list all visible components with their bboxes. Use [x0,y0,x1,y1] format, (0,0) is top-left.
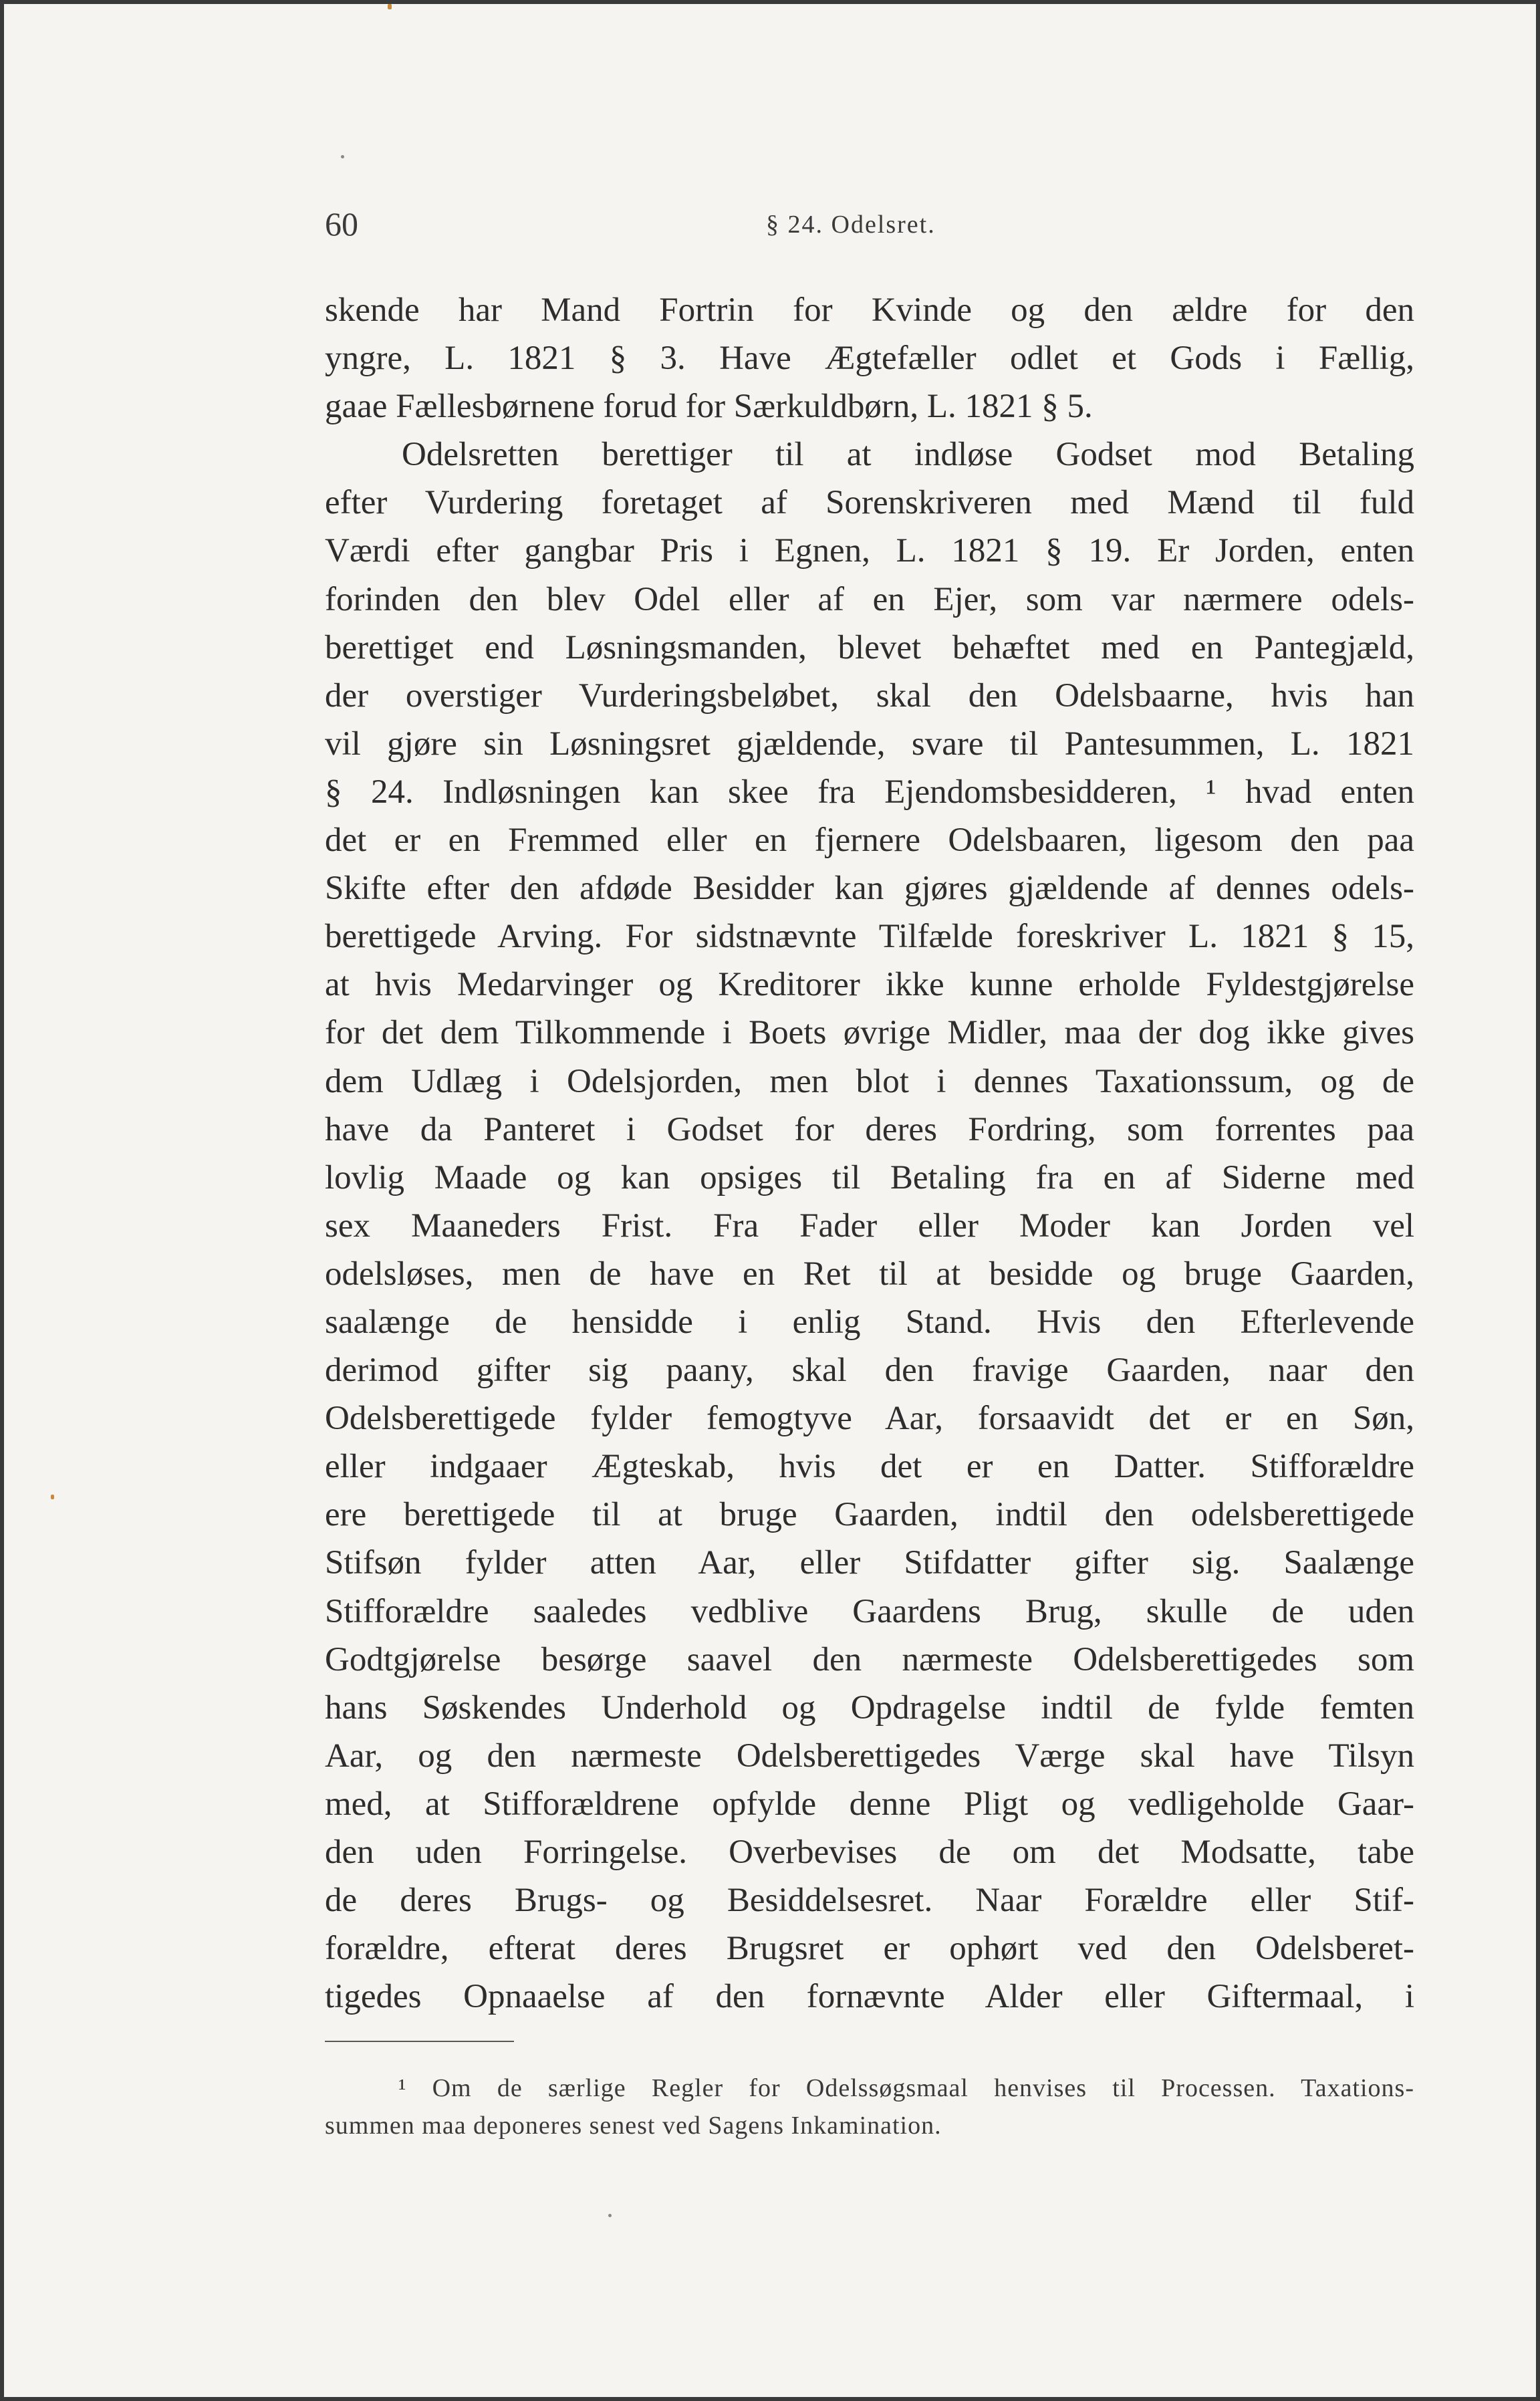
text-line: berettigede Arving. For sidstnævnte Tilfælde foreskriver L. 1821 § 15, [325,918,1414,956]
footnote-divider [325,2041,514,2042]
text-line: berettiget end Løsningsmanden, blevet behæftet med en Pantegjæld, [325,628,1414,666]
text-line: yngre, L. 1821 § 3. Have Ægtefæller odlet et Gods i Fællig, [325,340,1414,378]
text-line: Værdi efter gangbar Pris i Egnen, L. 1821 § 19. Er Jorden, enten [325,532,1414,570]
text-line: de deres Brugs- og Besiddelsesret. Naar Forældre eller Stif- [325,1882,1414,1920]
text-line: § 24. Indløsningen kan skee fra Ejendomsbesidderen, ¹ hvad enten [325,773,1414,811]
text-line: Stifforældre saaledes vedblive Gaardens Brug, skulle de uden [325,1592,1414,1630]
text-line: for det dem Tilkommende i Boets øvrige Midler, maa der dog ikke gives [325,1014,1414,1052]
text-line: at hvis Medarvinger og Kreditorer ikke kunne erholde Fyldestgjørelse [325,966,1414,1004]
text-line: det er en Fremmed eller en fjernere Odelsbaaren, ligesom den paa [325,822,1414,860]
book-page [4,4,1536,2397]
page-number: 60 [325,205,358,243]
text-line: Skifte efter den afdøde Besidder kan gjøres gjældende af dennes odels- [325,870,1414,908]
text-line: have da Panteret i Godset for deres Fordring, som forrentes paa [325,1110,1414,1148]
text-line: Aar, og den nærmeste Odelsberettigedes Værge skal have Tilsyn [325,1737,1414,1775]
text-line: derimod gifter sig paany, skal den fravige Gaarden, naar den [325,1352,1414,1390]
edge-mark [51,1495,54,1499]
text-line: forældre, efterat deres Brugsret er ophørt ved den Odelsberet- [325,1930,1414,1968]
edge-mark [388,4,392,9]
text-line: Odelsretten berettiger til at indløse Godset mod Betaling [402,436,1414,474]
body-text [325,286,1414,2021]
text-line: den uden Forringelse. Overbevises de om det Modsatte, tabe [325,1834,1414,1871]
text-line: forinden den blev Odel eller af en Ejer, som var nærmere odels- [325,580,1414,618]
text-line: tigedes Opnaaelse af den fornævnte Alder eller Giftermaal, i [325,1978,1414,2016]
text-line: lovlig Maade og kan opsiges til Betaling fra en af Siderne med [325,1158,1414,1196]
running-head: § 24. Odelsret. [766,211,936,239]
text-line: hans Søskendes Underhold og Opdragelse indtil de fylde femten [325,1688,1414,1727]
print-speck [341,155,344,158]
text-line: vil gjøre sin Løsningsret gjældende, svare til Pantesummen, L. 1821 [325,725,1414,763]
text-line: gaae Fællesbørnene forud for Særkuldbørn, L. 1821 § 5. [325,388,1093,426]
print-speck [608,2214,612,2217]
page-header [325,205,1414,245]
text-line: Godtgjørelse besørge saavel den nærmeste Odelsberettigedes som [325,1640,1414,1678]
footnote [325,2069,1414,2144]
text-line: eller indgaaer Ægteskab, hvis det er en Datter. Stifforældre [325,1448,1414,1486]
footnote-line: ¹ Om de særlige Regler for Odelssøgsmaal henvises til Processen. Taxations- [398,2074,1414,2102]
text-line: skende har Mand Fortrin for Kvinde og den ældre for den [325,291,1414,329]
text-line: dem Udlæg i Odelsjorden, men blot i dennes Taxationssum, og de [325,1062,1414,1100]
text-line: Stifsøn fylder atten Aar, eller Stifdatter gifter sig. Saalænge [325,1544,1414,1582]
text-line: efter Vurdering foretaget af Sorenskriveren med Mænd til fuld [325,484,1414,522]
text-line: med, at Stifforældrene opfylde denne Pligt og vedligeholde Gaar- [325,1785,1414,1823]
text-line: der overstiger Vurderingsbeløbet, skal den Odelsbaarne, hvis han [325,676,1414,715]
text-line: saalænge de hensidde i enlig Stand. Hvis den Efterlevende [325,1303,1414,1341]
text-line: Odelsberettigede fylder femogtyve Aar, forsaavidt det er en Søn, [325,1400,1414,1438]
text-line: ere berettigede til at bruge Gaarden, indtil den odelsberettigede [325,1496,1414,1534]
text-line: sex Maaneders Frist. Fra Fader eller Moder kan Jorden vel [325,1207,1414,1245]
text-line: odelsløses, men de have en Ret til at besidde og bruge Gaarden, [325,1255,1414,1293]
footnote-line: summen maa deponeres senest ved Sagens Inkamination. [325,2112,942,2140]
